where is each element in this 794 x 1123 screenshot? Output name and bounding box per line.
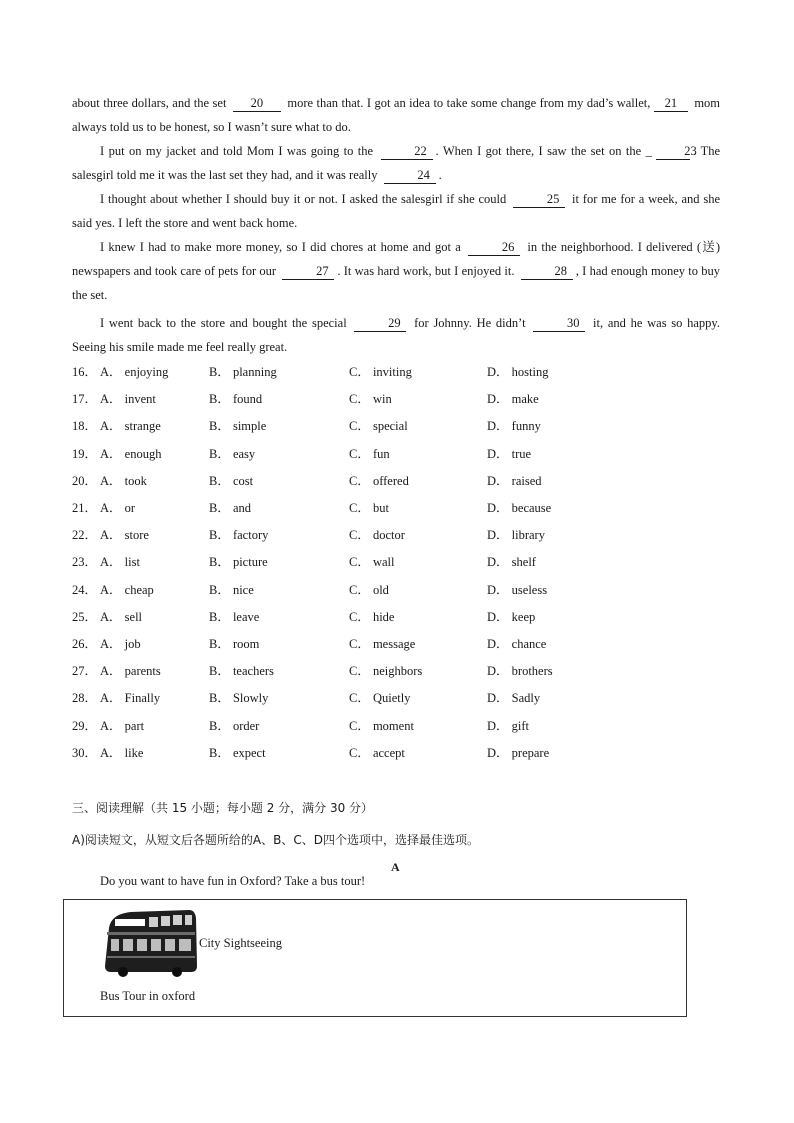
option-b: B． room: [209, 637, 260, 651]
option-c: C． doctor: [349, 528, 405, 543]
question-number: 27．: [72, 664, 98, 679]
question-number: 20．: [72, 473, 98, 488]
option-d: D． chance: [487, 637, 547, 651]
option-d: D． because: [487, 501, 552, 515]
question-row: [72, 444, 572, 464]
option-c: C． inviting: [349, 365, 412, 379]
blank-24: 24: [384, 168, 436, 184]
blank-25: 25: [513, 192, 565, 208]
question-row: [72, 661, 572, 681]
question-number: 16．: [72, 365, 98, 379]
question-row: [72, 498, 572, 518]
question-row: [72, 389, 572, 409]
option-b: B． nice: [209, 582, 254, 597]
option-b: B． found: [209, 392, 263, 407]
option-c: C． old: [349, 582, 389, 597]
question-number: 22．: [72, 528, 98, 543]
blank-27: 27: [282, 264, 334, 280]
option-c: C． message: [349, 637, 416, 651]
blank-28: 28: [521, 264, 573, 280]
blank-20: 20: [233, 96, 281, 112]
question-row: [72, 471, 572, 491]
question-row: [72, 688, 572, 708]
passage-paragraph-3: I thought about whether I should buy it or not. I asked the salesgirl if she could 25 it for me for a week, and she said yes. I left the store and went back home.: [72, 192, 721, 230]
box-bus-tour: Bus Tour in oxford: [100, 989, 196, 1003]
passage-paragraph-2: I put on my jacket and told Mom I was going to the 22 . When I got there, I saw the set on the _ 23. The salesgirl told me it was the last set they had, and it was really 24 .: [72, 144, 720, 182]
option-a: A． parents: [100, 664, 161, 679]
question-row: [72, 743, 572, 763]
passage-paragraph-5: I went back to the store and bought the special 29 for Johnny. He didn’t 30 it, and he was so happy. Seeing his smile made me feel really great.: [72, 316, 720, 354]
option-d: D． make: [487, 392, 539, 407]
option-b: B． cost: [209, 473, 254, 488]
blank-22: 22: [381, 144, 433, 160]
option-d: D． useless: [487, 582, 548, 597]
option-b: B． planning: [209, 365, 277, 379]
section-title: 三、阅读理解（共 15 小题；每小题 2 分，满分 30 分）: [72, 801, 374, 815]
blank-21: 21: [654, 96, 688, 112]
option-a: A． list: [100, 555, 140, 570]
question-number: 26．: [72, 637, 98, 651]
option-a: A． like: [100, 745, 144, 760]
option-d: D． keep: [487, 609, 536, 624]
option-a: A． cheap: [100, 582, 154, 597]
option-d: D． hosting: [487, 365, 549, 379]
option-b: B． expect: [209, 745, 266, 760]
question-number: 24．: [72, 582, 98, 597]
option-b: B． order: [209, 718, 260, 733]
option-d: D． raised: [487, 473, 542, 488]
option-d: D． brothers: [487, 664, 553, 679]
question-number: 21．: [72, 501, 98, 515]
option-c: C． Quietly: [349, 691, 411, 706]
option-d: D． funny: [487, 419, 541, 434]
question-number: 23．: [72, 555, 98, 570]
option-c: C． special: [349, 419, 408, 434]
question-row: [72, 580, 572, 600]
option-b: B． picture: [209, 555, 268, 570]
option-a: A． part: [100, 718, 145, 733]
option-c: C． win: [349, 392, 392, 407]
question-number: 19．: [72, 446, 98, 461]
double-decker-bus-icon: [101, 908, 197, 978]
section-instruction: A)阅读短文，从短文后各题所给的A、B、C、D四个选项中，选择最佳选项。: [72, 833, 479, 847]
question-row: [72, 525, 572, 545]
option-a: A． took: [100, 473, 147, 488]
option-a: A． enjoying: [100, 365, 169, 379]
option-a: A． store: [100, 528, 149, 543]
option-b: B． teachers: [209, 664, 274, 679]
question-row: [72, 607, 572, 627]
question-number: 30．: [72, 745, 98, 760]
option-a: A． Finally: [100, 691, 161, 706]
option-b: B． leave: [209, 609, 260, 624]
option-a: A． job: [100, 637, 141, 651]
question-number: 25．: [72, 609, 98, 624]
option-a: A． invent: [100, 392, 156, 407]
passage-label: A: [391, 860, 400, 874]
blank-30: 30: [533, 316, 585, 332]
question-number: 29．: [72, 718, 98, 733]
option-c: C． fun: [349, 446, 390, 461]
question-row: [72, 634, 572, 654]
question-row: [72, 416, 572, 436]
option-c: C． but: [349, 501, 389, 515]
option-b: B． and: [209, 501, 252, 515]
passage-intro: Do you want to have fun in Oxford? Take a bus tour!: [100, 874, 366, 888]
option-b: B． easy: [209, 446, 256, 461]
tour-info-box: [63, 899, 687, 1017]
option-d: D． gift: [487, 718, 530, 733]
option-b: B． Slowly: [209, 691, 269, 706]
option-a: A． strange: [100, 419, 161, 434]
option-c: C． accept: [349, 745, 405, 760]
question-row: [72, 716, 572, 736]
question-row: [72, 362, 572, 382]
option-a: A． enough: [100, 446, 162, 461]
option-c: C． neighbors: [349, 664, 423, 679]
option-d: D． prepare: [487, 745, 550, 760]
blank-26: 26: [468, 240, 520, 256]
option-d: D． shelf: [487, 555, 536, 570]
option-c: C． hide: [349, 609, 395, 624]
option-d: D． Sadly: [487, 691, 541, 706]
blank-29: 29: [354, 316, 406, 332]
option-a: A． sell: [100, 609, 143, 624]
option-c: C． moment: [349, 718, 414, 733]
passage-paragraph-4: I knew I had to make more money, so I did chores at home and got a 26 in the neighborhood. I delivered (送) newspapers and took care of pets for our 27 . It was hard work, but I enjoyed it. 28 , I had enough money to buy the set.: [72, 240, 721, 302]
box-city-sightseeing: City Sightseeing: [199, 936, 282, 950]
option-c: C． offered: [349, 473, 409, 488]
option-c: C． wall: [349, 555, 395, 570]
option-d: D． library: [487, 528, 545, 543]
question-row: [72, 552, 572, 572]
question-number: 28．: [72, 691, 98, 706]
blank-23: 23: [656, 144, 690, 160]
option-b: B． simple: [209, 419, 267, 434]
option-b: B． factory: [209, 528, 269, 543]
passage-paragraph-1: about three dollars, and the set 20 more than that. I got an idea to take some change from my dad’s wallet, 21 mom always told us to be honest, so I wasn’t sure what to do.: [72, 96, 721, 134]
question-number: 18．: [72, 419, 98, 434]
question-number: 17．: [72, 392, 98, 407]
option-d: D． true: [487, 446, 532, 461]
option-a: A． or: [100, 501, 136, 515]
